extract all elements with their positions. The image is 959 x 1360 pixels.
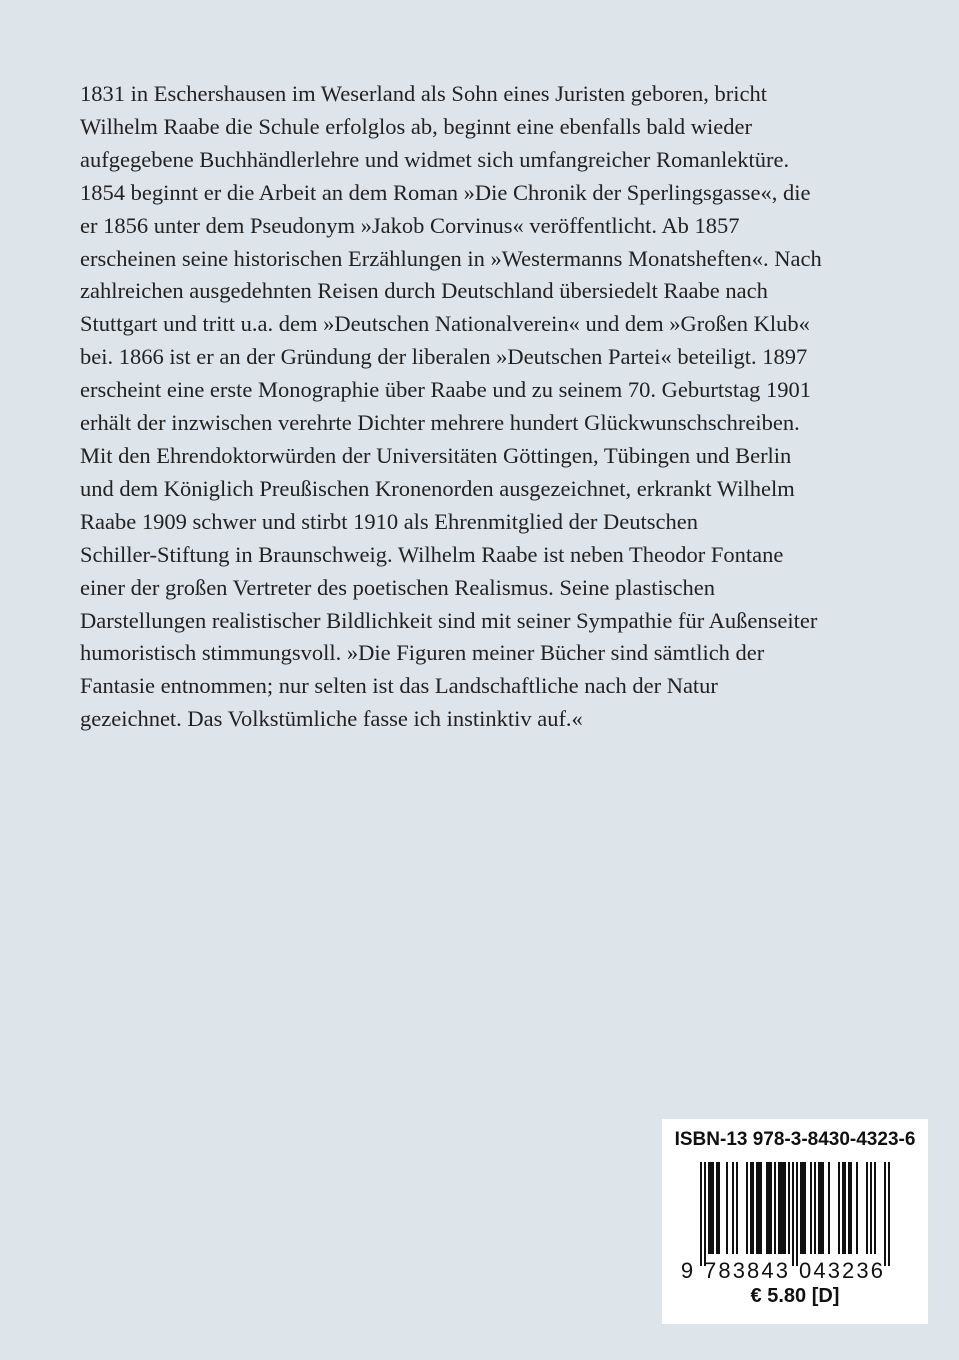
price-label: € 5.80 [D] xyxy=(750,1285,840,1307)
blurb-line: er 1856 unter dem Pseudonym »Jakob Corvinus« veröffentlicht. Ab 1857 xyxy=(80,212,740,238)
barcode-guard-bar xyxy=(704,1162,706,1266)
barcode-bar xyxy=(866,1162,868,1254)
barcode-bar xyxy=(814,1162,816,1254)
blurb-line: aufgegebene Buchhändlerlehre und widmet sich umfangreicher Romanlektüre. xyxy=(80,146,790,172)
barcode-bar xyxy=(800,1162,806,1254)
barcode-bar xyxy=(828,1162,830,1254)
barcode-guard-bar xyxy=(888,1162,890,1266)
blurb-line: erscheint eine erste Monographie über Raabe und zu seinem 70. Geburtstag 1901 xyxy=(80,377,812,403)
blurb-line: Wilhelm Raabe die Schule erfolglos ab, beginnt eine ebenfalls bald wieder xyxy=(80,113,752,139)
barcode-bar xyxy=(788,1162,790,1254)
barcode-bar xyxy=(874,1162,876,1254)
blurb-line: Schiller-Stiftung in Braunschweig. Wilhelm Raabe ist neben Theodor Fontane xyxy=(80,541,784,567)
barcode-bar xyxy=(750,1162,754,1254)
blurb-line: bei. 1866 ist er an der Gründung der liberalen »Deutschen Partei« beteiligt. 1897 xyxy=(80,344,808,370)
barcode-bar xyxy=(818,1162,824,1254)
barcode-bar xyxy=(810,1162,812,1254)
blurb-line: Mit den Ehrendoktorwürden der Universitäten Göttingen, Tübingen und Berlin xyxy=(80,442,792,468)
barcode-bar xyxy=(746,1162,748,1254)
barcode-bar xyxy=(736,1162,738,1254)
barcode-bar xyxy=(732,1162,734,1254)
barcode-guard-bar xyxy=(792,1162,794,1266)
barcode-bar xyxy=(774,1162,776,1254)
blurb-line: erhält der inzwischen verehrte Dichter mehrere hundert Glückwunschschreiben. xyxy=(80,410,800,436)
blurb-line: gezeichnet. Das Volkstümliche fasse ich instinktiv auf.« xyxy=(80,706,583,732)
isbn-label: ISBN-13 978-3-8430-4323-6 xyxy=(674,1129,916,1150)
back-cover-blurb xyxy=(80,78,900,736)
barcode-bar xyxy=(716,1162,720,1254)
barcode-bar xyxy=(708,1162,714,1254)
barcode-bar xyxy=(870,1162,872,1254)
blurb-line: zahlreichen ausgedehnten Reisen durch Deutschland übersiedelt Raabe nach xyxy=(80,278,768,304)
blurb-line: humoristisch stimmungsvoll. »Die Figuren meiner Bücher sind sämtlich der xyxy=(80,640,765,666)
barcode-bar xyxy=(766,1162,772,1254)
isbn-barcode xyxy=(662,1156,928,1282)
barcode-guard-bar xyxy=(796,1162,798,1266)
blurb-line: 1831 in Eschershausen im Weserland als Sohn eines Juristen geboren, bricht xyxy=(80,81,767,106)
barcode-bar xyxy=(756,1162,762,1254)
barcode-bar xyxy=(842,1162,846,1254)
barcode-digit-lead: 9 xyxy=(680,1258,694,1282)
blurb-line: und dem Königlich Preußischen Kronenorden ausgezeichnet, erkrankt Wilhelm xyxy=(80,475,795,501)
barcode-digits-left: 783843 xyxy=(704,1258,788,1282)
barcode-bar xyxy=(778,1162,786,1254)
barcode-bar xyxy=(726,1162,728,1254)
barcode-bar xyxy=(856,1162,858,1254)
blurb-line: Fantasie entnommen; nur selten ist das Landschaftliche nach der Natur xyxy=(80,673,718,699)
barcode-digits-right: 043236 xyxy=(799,1258,883,1282)
barcode-bar xyxy=(848,1162,852,1254)
barcode-bars xyxy=(700,1162,890,1266)
blurb-line: einer der großen Vertreter des poetischen Realismus. Seine plastischen xyxy=(80,574,716,600)
blurb-line: Raabe 1909 schwer und stirbt 1910 als Ehrenmitglied der Deutschen xyxy=(80,508,698,534)
isbn-price-box xyxy=(662,1119,928,1324)
blurb-line: 1854 beginnt er die Arbeit an dem Roman »Die Chronik der Sperlingsgasse«, die xyxy=(80,179,811,205)
blurb-line: erscheinen seine historischen Erzählungen in »Westermanns Monatsheften«. Nach xyxy=(80,245,822,271)
barcode-bar xyxy=(838,1162,840,1254)
blurb-line: Darstellungen realistischer Bildlichkeit sind mit seiner Sympathie für Außenseiter xyxy=(80,607,818,633)
barcode-guard-bar xyxy=(884,1162,886,1266)
blurb-line: Stuttgart und tritt u.a. dem »Deutschen Nationalverein« und dem »Großen Klub« xyxy=(80,311,810,337)
barcode-guard-bar xyxy=(700,1162,702,1266)
